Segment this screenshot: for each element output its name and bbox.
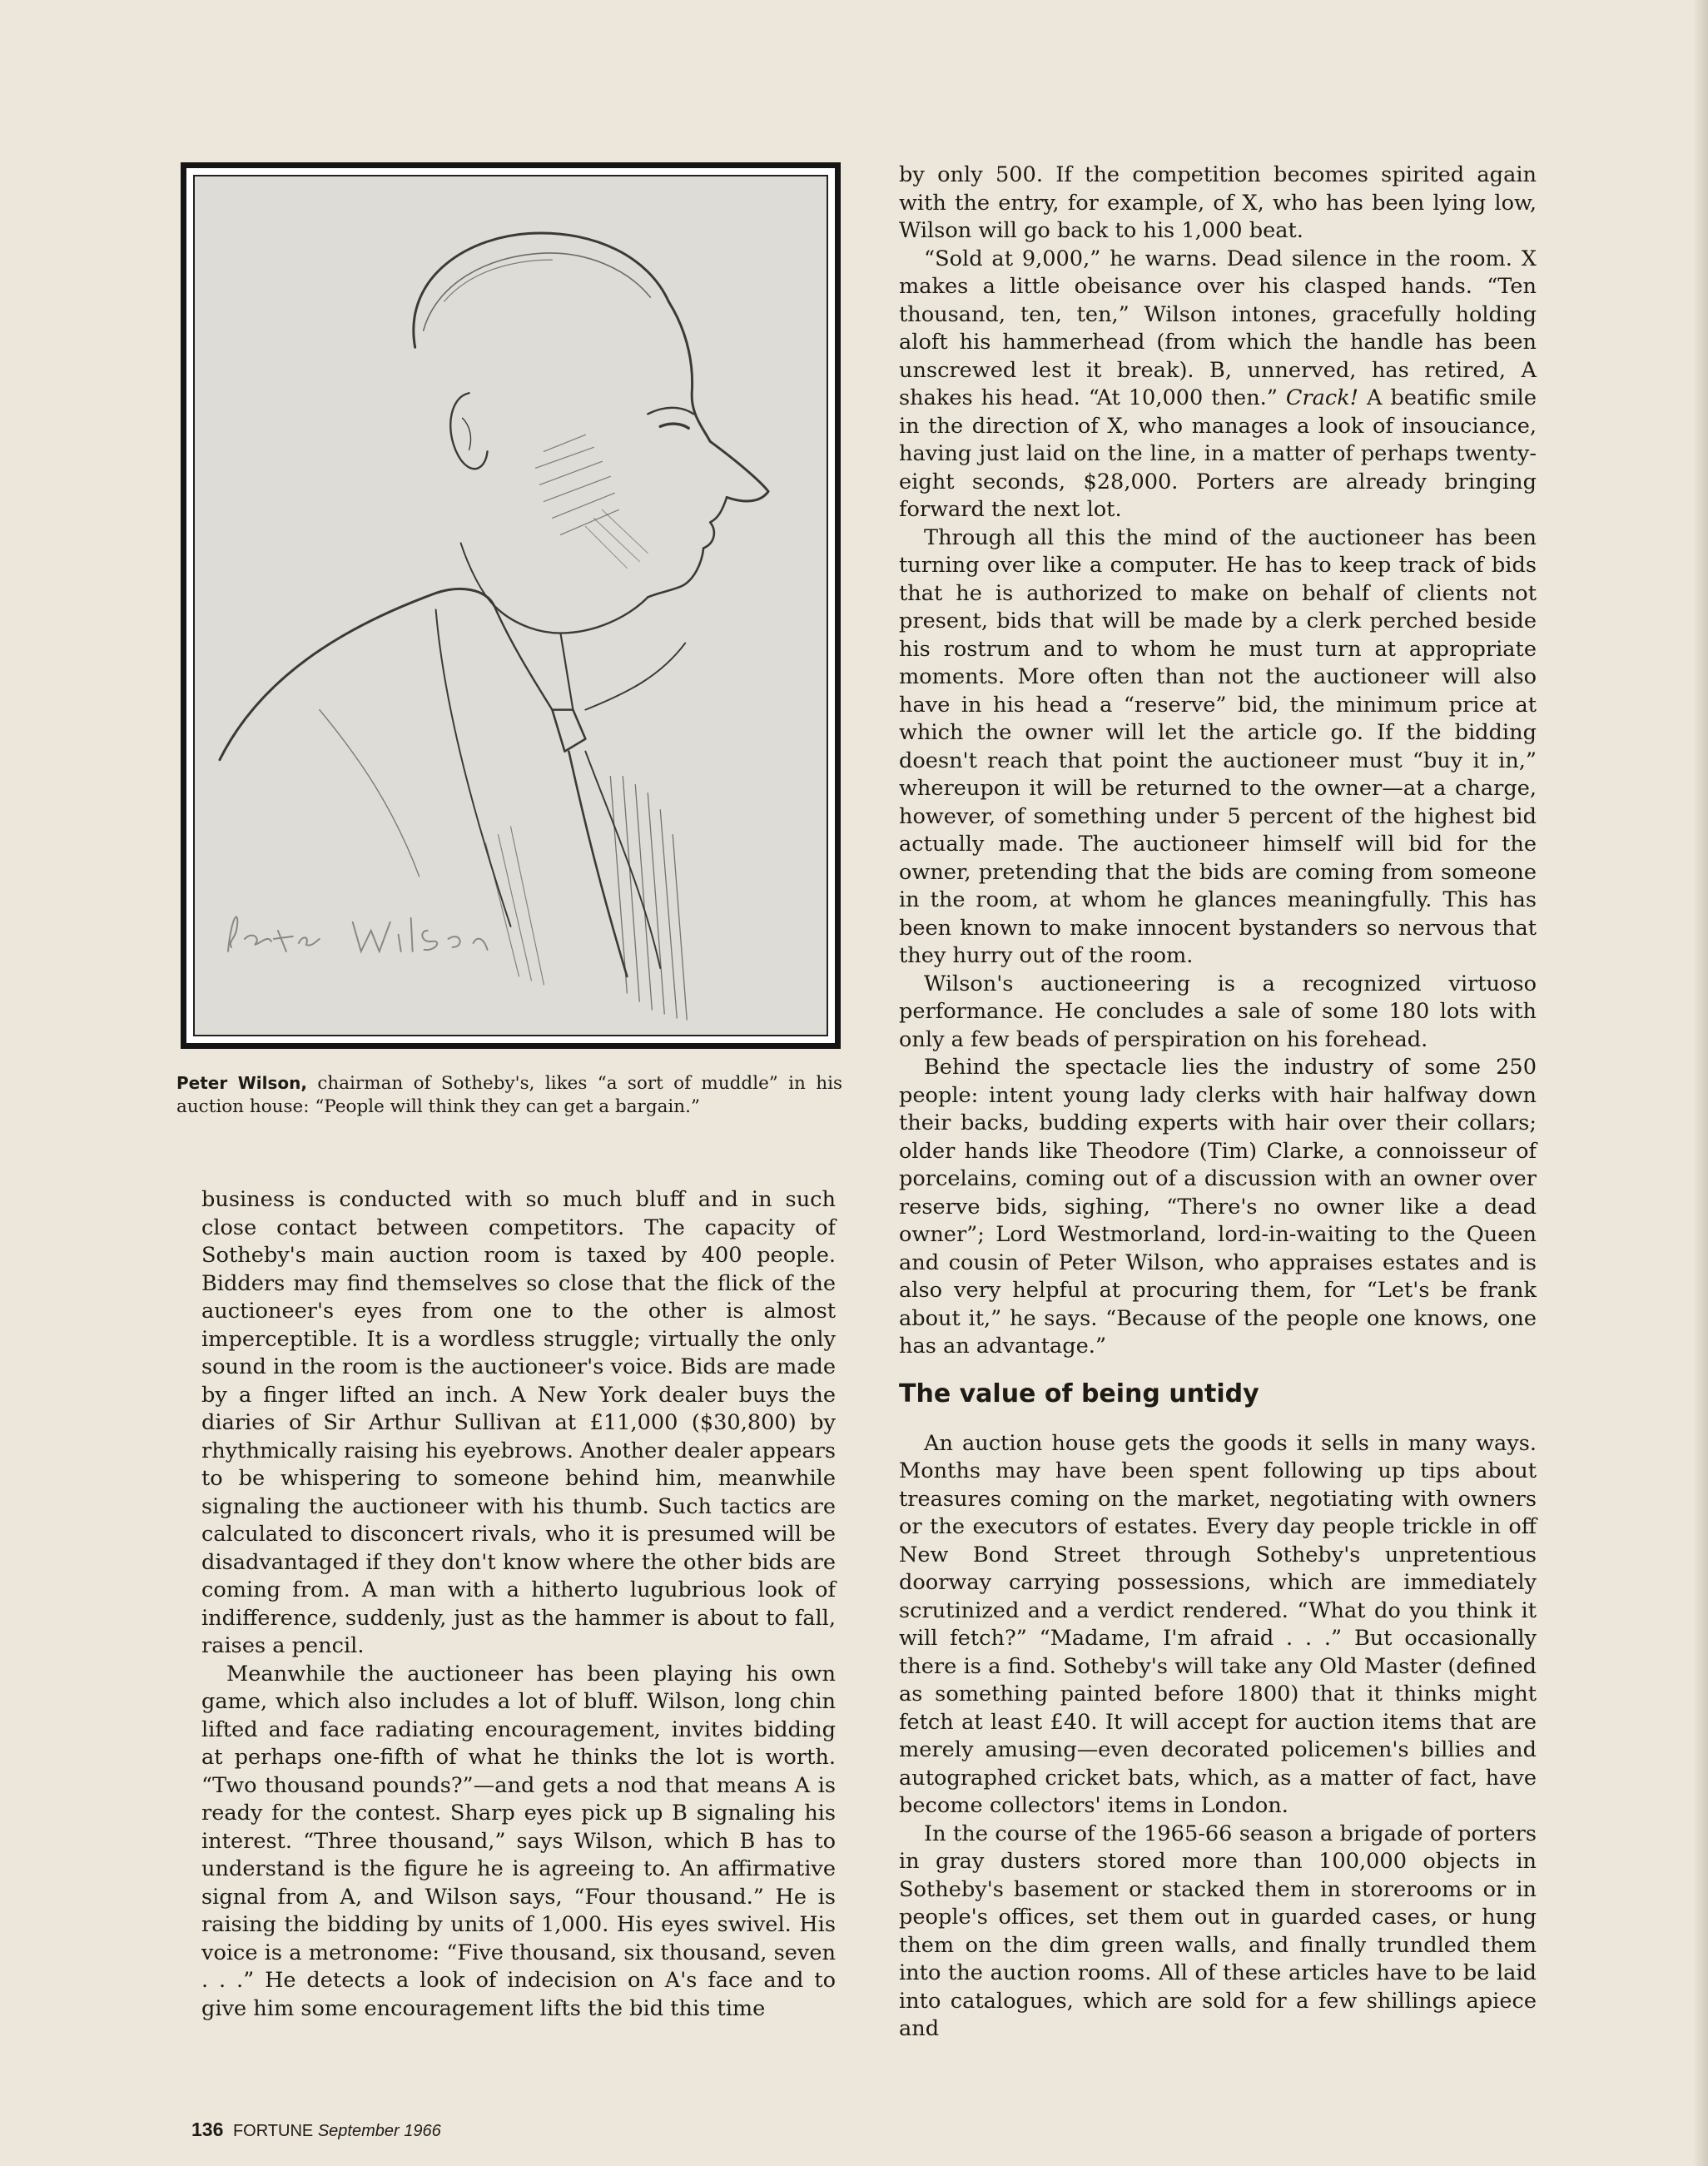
- paragraph: Meanwhile the auctioneer has been playing his own game, which also includes a lot of bluff. Wilson, long chin lifted and face radiating encouragement, invites bidding at perhaps one-fifth of what he thinks the lot is worth. “Two thousand pounds?”—and gets a nod that means A is ready for the contest. Sharp eyes pick up B signaling his interest. “Three thousand,” says Wilson, which B has to understand is the figure he is agreeing to. An affirmative signal from A, and Wilson says, “Four thousand.” He is raising the bidding by units of 1,000. His eyes swivel. His voice is a metronome: “Five thousand, six thousand, seven . . .” He detects a look of indecision on A's face and to give him some encouragement lifts the bid this time: [201, 1661, 836, 2021]
- portrait-sketch-drawing: [195, 176, 827, 1035]
- paragraph: In the course of the 1965-66 season a brigade of porters in gray dusters stored more than 100,000 objects in Sotheby's basement or stacked them in storerooms or in people's offices, set them out in guarded cases, or hung them on the dim green walls, and finally trundled them into the auction rooms. All of these articles have to be laid into catalogues, which are sold for a few shillings apiece and: [899, 1821, 1537, 2041]
- page-number: 136: [191, 2119, 224, 2140]
- right-column: [899, 161, 1537, 2044]
- paragraph-text: “Sold at 9,000,” he warns. Dead silence in the room. X makes a little obeisance over his clasped hands. “Ten thousand, ten, ten,” Wilson intones, gracefully holding aloft his hammerhead (from which the handle has been unscrewed lest it break). B, unnerved, has retired, A shakes his head. “At 10,000 then.”: [899, 246, 1537, 410]
- pencil-sketch: [193, 175, 828, 1036]
- paragraph: An auction house gets the goods it sells in many ways. Months may have been spent following up tips about treasures coming on the market, negotiating with owners or the executors of estates. Every day people trickle in off New Bond Street through Sotheby's unpretentious doorway carrying possessions, which are immediately scrutinized and a verdict rendered. “What do you think it will fetch?” “Madame, I'm afraid . . .” But occasionally there is a find. Sotheby's will take any Old Master (defined as something painted before 1800) that it thinks might fetch at least £40. It will accept for auction items that are merely amusing—even decorated policemen's billies and autographed cricket bats, which, as a matter of fact, have become collectors' items in London.: [899, 1430, 1537, 1818]
- paragraph-text: A beatific smile in the direction of X, who manages a look of insouciance, having just laid on the line, in a matter of perhaps twenty-eight seconds, $28,000. Porters are already bringing forward the next lot.: [899, 385, 1537, 522]
- paragraph: [899, 246, 1537, 524]
- illustration-caption: [176, 1071, 842, 1119]
- paragraph: Wilson's auctioneering is a recognized virtuoso performance. He concludes a sale of some 180 lots with only a few beads of perspiration on his forehead.: [899, 971, 1537, 1052]
- paragraph: business is conducted with so much bluff and in such close contact between competitors. The capacity of Sotheby's main auction room is taxed by 400 people. Bidders may find themselves so close that the flick of the auctioneer's eyes from one to the other is almost imperceptible. It is a wordless struggle; virtually the only sound in the room is the auctioneer's voice. Bids are made by a finger lifted an inch. A New York dealer buys the diaries of Sir Arthur Sullivan at £11,000 ($30,800) by rhythmically raising his eyebrows. Another dealer appears to be whispering to someone behind him, meanwhile signaling the auctioneer with his thumb. Such tactics are calculated to disconcert rivals, who it is presumed will be disadvantaged if they don't know where the other bids are coming from. A man with a hitherto lugubrious look of indifference, suddenly, just as the hammer is about to fall, raises a pencil.: [201, 1187, 836, 1658]
- section-heading: The value of being untidy: [899, 1379, 1259, 1408]
- magazine-name: FORTUNE: [232, 2122, 314, 2140]
- caption-name: Peter Wilson,: [176, 1073, 307, 1093]
- caption-text: chairman of Sotheby's, likes “a sort of muddle” in his auction house: “People will think they can get a bargain.”: [176, 1073, 842, 1117]
- issue-date: September 1966: [317, 2122, 441, 2140]
- emphasis-text: Crack!: [1285, 385, 1359, 410]
- paragraph: Through all this the mind of the auctioneer has been turning over like a computer. He has to keep track of bids that he is authorized to make on behalf of clients not present, bids that will be made by a clerk perched beside his rostrum and to whom he must turn at appropriate moments. More often than not the auctioneer will also have in his head a “reserve” bid, the minimum price at which the owner will let the article go. If the bidding doesn't reach that point the auctioneer must “buy it in,” whereupon it will be returned to the owner—at a charge, however, of something under 5 percent of the highest bid actually made. The auctioneer himself will bid for the owner, pretending that the bids are coming from someone in the room, at whom he glances meaningfully. This has been known to make innocent bystanders so nervous that they hurry out of the room.: [899, 524, 1537, 968]
- page-footer: [191, 2119, 441, 2141]
- portrait-illustration: [181, 162, 841, 1049]
- paragraph: by only 500. If the competition becomes spirited again with the entry, for example, of X, who has been lying low, Wilson will go back to his 1,000 beat.: [899, 162, 1537, 243]
- left-column: [201, 1186, 836, 2023]
- paragraph: Behind the spectacle lies the industry of some 250 people: intent young lady clerks with hair halfway down their backs, budding experts with hair over their collars; older hands like Theodore (Tim) Clarke, a connoisseur of porcelains, coming out of a discussion with an owner over reserve bids, sighing, “There's no owner like a dead owner”; Lord Westmorland, lord-in-waiting to the Queen and cousin of Peter Wilson, who appraises estates and is also very helpful at procuring them, for “Let's be frank about it,” he says. “Because of the people one knows, one has an advantage.”: [899, 1055, 1537, 1359]
